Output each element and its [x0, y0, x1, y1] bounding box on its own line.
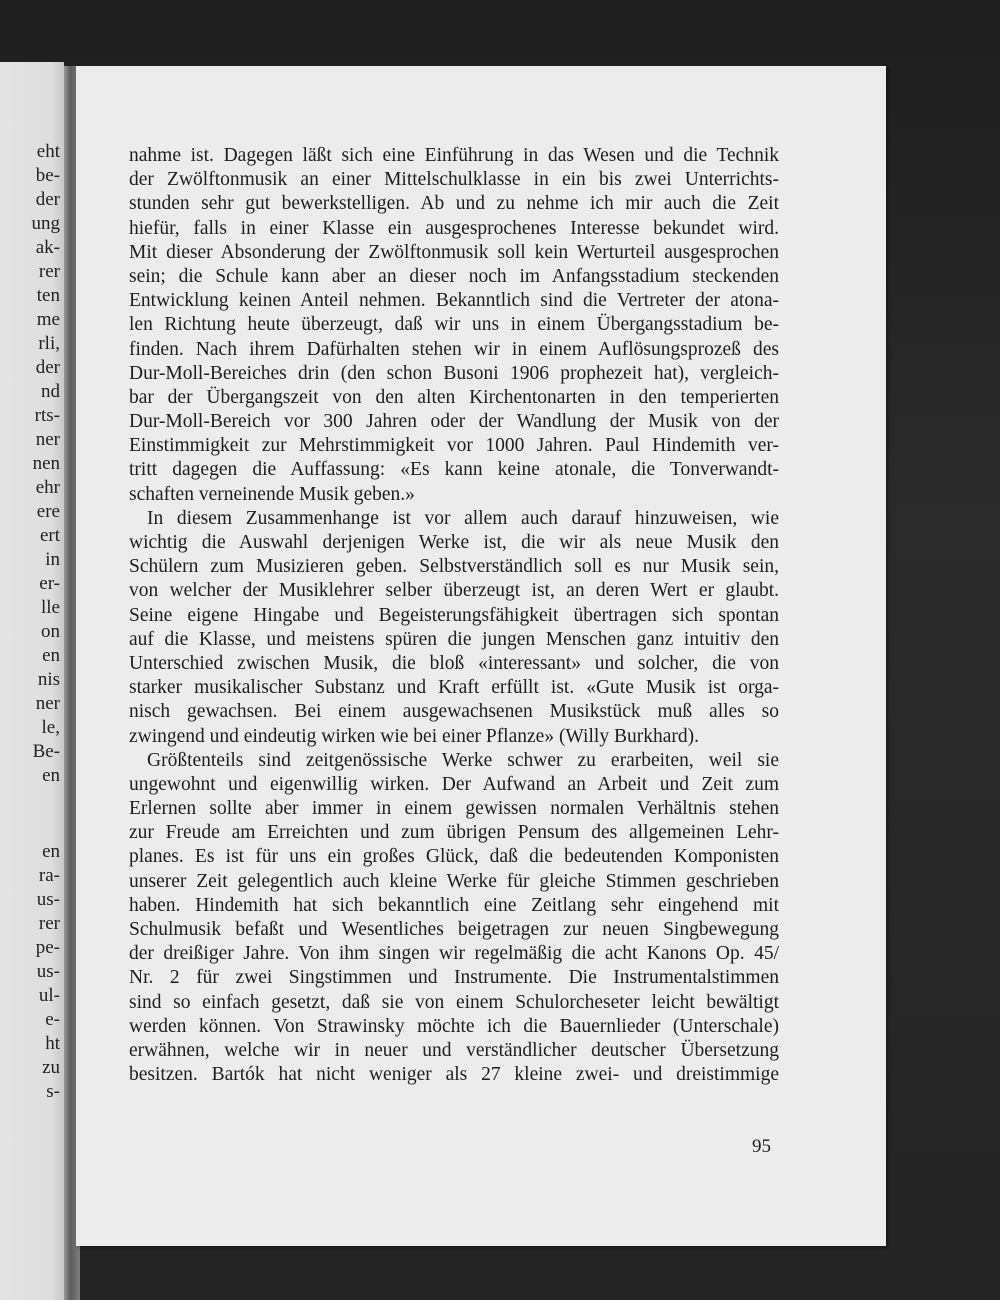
right-page: [76, 66, 886, 1246]
left-page-fragment: en: [42, 841, 60, 862]
left-page-fragment: rts-: [34, 405, 60, 426]
text-line: Dur-Moll-Bereiches drin (den schon Busoni 1906 prophezeit hat), vergleich-: [129, 362, 779, 384]
text-line: zwingend und eindeutig wirken wie bei einer Pflanze» (Willy Burkhard).: [129, 725, 699, 747]
body-text: [129, 144, 779, 1087]
left-page-fragment: nd: [41, 381, 60, 402]
left-page-fragment: lle: [41, 597, 60, 618]
left-page-fragment: der: [35, 357, 60, 378]
left-page-fragment: zu: [42, 1057, 60, 1078]
text-line: nisch gewachsen. Bei einem ausgewachsenen Musikstück muß alles so: [129, 701, 779, 723]
text-line: Mit dieser Absonderung der Zwölftonmusik soll kein Werturteil ausgesprochen: [129, 241, 779, 263]
left-page-fragment: ul-: [38, 985, 60, 1006]
text-line: ungewohnt und eigenwillig wirken. Der Aufwand an Arbeit und Zeit zum: [129, 773, 779, 795]
text-line: wichtig die Auswahl derjenigen Werke ist, die wir als neue Musik den: [129, 532, 779, 553]
paragraph: [129, 507, 779, 749]
text-line: bar der Übergangszeit von den alten Kirchentonarten in den temperierten: [129, 386, 779, 408]
text-line: Dur-Moll-Bereich vor 300 Jahren oder der Wandlung der Musik von der: [129, 411, 779, 433]
left-page-fragment: me: [36, 309, 60, 330]
text-line: finden. Nach ihrem Dafürhalten stehen wir in einem Auflösungsprozeß des: [129, 338, 779, 360]
left-page-fragment: le,: [41, 717, 60, 738]
text-line: Unterschied zwischen Musik, die bloß «interessant» und solcher, die von: [129, 652, 779, 674]
left-page-fragment: pe-: [35, 937, 60, 958]
text-line: schaften verneinende Musik geben.»: [129, 483, 415, 505]
text-line: nahme ist. Dagegen läßt sich eine Einführung in das Wesen und die Technik: [129, 145, 779, 166]
left-page-fragment: Be-: [32, 741, 60, 762]
text-line: zur Freude am Erreichten und zum übrigen Pensum des allgemeinen Lehr-: [129, 822, 779, 844]
text-line: tritt dagegen die Auffassung: «Es kann keine atonale, die Tonverwandt-: [129, 459, 779, 481]
left-page-fragment: der: [35, 189, 60, 210]
left-page-fragment: s-: [46, 1081, 60, 1102]
text-line: Entwicklung keinen Anteil nehmen. Bekanntlich sind die Vertreter der atona-: [129, 290, 779, 312]
left-page-fragment: us-: [36, 961, 60, 982]
text-line: sein; die Schule kann aber an dieser noch im Anfangsstadium steckenden: [129, 265, 779, 287]
left-page-fragment: ra-: [38, 865, 60, 886]
left-page-fragment: nis: [37, 669, 60, 690]
text-line: besitzen. Bartók hat nicht weniger als 27 kleine zwei- und dreistimmige: [129, 1064, 779, 1086]
text-line: Schülern zum Musizieren geben. Selbstverständlich soll es nur Musik sein,: [129, 556, 779, 578]
left-page-fragment: en: [42, 765, 60, 786]
left-page-fragment: eht: [36, 141, 60, 162]
left-page-fragment: ht: [45, 1033, 60, 1054]
text-line: von welcher der Musiklehrer selber überzeugt ist, an deren Wert er glaubt.: [129, 580, 779, 602]
left-page-fragment: nen: [32, 453, 60, 474]
text-line: hiefür, falls in einer Klasse ein ausgesprochenes Interesse bekundet wird.: [129, 217, 779, 239]
paragraph: [129, 144, 779, 507]
text-line: Erlernen sollte aber immer in einem gewissen normalen Verhältnis stehen: [129, 798, 779, 820]
text-line: auf die Klasse, und meistens spüren die jungen Menschen ganz intuitiv den: [129, 628, 779, 650]
text-line: Nr. 2 für zwei Singstimmen und Instrumente. Die Instrumentalstimmen: [129, 967, 779, 989]
left-page-fragment: er-: [39, 573, 60, 594]
text-line: In diesem Zusammenhange ist vor allem auch darauf hinzuweisen, wie: [147, 507, 779, 529]
text-line: Seine eigene Hingabe und Begeisterungsfähigkeit übertragen sich spontan: [129, 604, 779, 626]
left-page-fragment: ert: [39, 525, 60, 546]
left-page-fragment: in: [45, 549, 60, 570]
text-line: Größtenteils sind zeitgenössische Werke schwer zu erarbeiten, weil sie: [147, 749, 779, 771]
left-page-fragment: ten: [36, 285, 60, 306]
left-page-fragment: rli,: [38, 333, 60, 354]
left-page-fragment: en: [42, 645, 60, 666]
left-page-fragment: rer: [38, 261, 60, 282]
left-page-fragment: ak-: [35, 237, 60, 258]
left-page-fragment: e-: [45, 1009, 60, 1030]
text-line: Schulmusik befaßt und Wesentliches beigetragen zur neuen Singbewegung: [129, 919, 779, 940]
left-page-fragment: ere: [36, 501, 60, 522]
text-line: starker musikalischer Substanz und Kraft erfüllt ist. «Gute Musik ist orga-: [129, 677, 779, 699]
left-page-edge: [0, 62, 64, 1300]
text-line: sind so einfach gesetzt, daß sie von einem Schulorcheseter leicht bewältigt: [129, 991, 779, 1013]
text-line: Einstimmigkeit zur Mehrstimmigkeit vor 1000 Jahren. Paul Hindemith ver-: [129, 435, 779, 457]
page-number: 95: [752, 1136, 771, 1157]
text-line: unserer Zeit gelegentlich auch kleine Werke für gleiche Stimmen geschrieben: [129, 870, 779, 892]
text-line: der Zwölftonmusik an einer Mittelschulklasse in ein bis zwei Unterrichts-: [129, 169, 779, 191]
left-page-fragment: rer: [38, 913, 60, 934]
left-page-fragment: on: [41, 621, 60, 642]
left-page-fragment: ung: [31, 213, 60, 234]
text-line: der dreißiger Jahre. Von ihm singen wir regelmäßig die acht Kanons Op. 45/: [129, 943, 779, 965]
text-line: erwähnen, welche wir in neuer und verständlicher deutscher Übersetzung: [129, 1039, 779, 1061]
text-line: len Richtung heute überzeugt, daß wir uns in einem Übergangsstadium be-: [129, 314, 779, 336]
text-line: haben. Hindemith hat sich bekanntlich eine Zeitlang sehr eingehend mit: [129, 894, 779, 916]
left-page-fragment: ner: [35, 693, 60, 714]
paragraph: [129, 749, 779, 1088]
left-page-fragment: ehr: [35, 477, 60, 498]
left-page-fragment: ner: [35, 429, 60, 450]
text-line: planes. Es ist für uns ein großes Glück, daß die bedeutenden Komponisten: [129, 846, 779, 868]
left-page-fragment: be-: [35, 165, 60, 186]
left-page-fragment: us-: [36, 889, 60, 910]
text-line: werden können. Von Strawinsky möchte ich die Bauernlieder (Unterschale): [129, 1015, 779, 1037]
text-line: stunden sehr gut bewerkstelligen. Ab und zu nehme ich mir auch die Zeit: [129, 193, 779, 215]
